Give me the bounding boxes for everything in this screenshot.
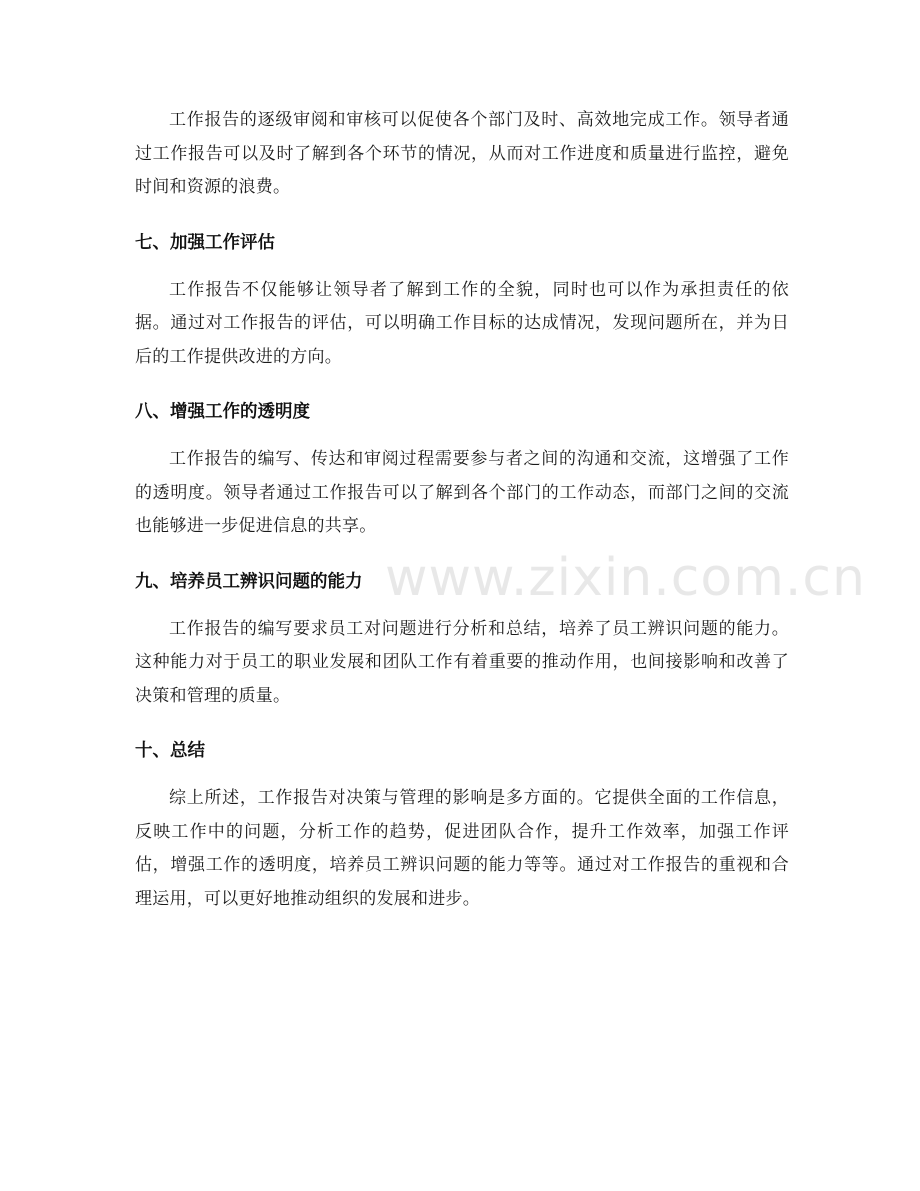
section-heading-9: 九、培养员工辨识问题的能力 [135,571,363,592]
section-heading-10: 十、总结 [135,741,205,761]
section-heading-7: 七、加强工作评估 [135,232,275,253]
section-paragraph-7: 工作报告不仅能够让领导者了解到工作的全貌，同时也可以作为承担责任的依据。通过对工作报告的评估，可以明确工作目标的达成情况，发现问题所在，并为日后的工作提供改进的方向。 [135,279,789,367]
watermark: www.zixin.com.cn [385,548,866,608]
section-paragraph-9: 工作报告的编写要求员工对问题进行分析和总结，培养了员工辨识问题的能力。这种能力对于员工的职业发展和团队工作有着重要的推动作用，也间接影响和改善了决策和管理的质量。 [135,618,789,706]
section-paragraph-8: 工作报告的编写、传达和审阅过程需要参与者之间的沟通和交流，这增强了工作的透明度。领导者通过工作报告可以了解到各个部门的工作动态，而部门之间的交流也能够进一步促进信息的共享。 [135,449,789,536]
section-paragraph-10: 综上所述，工作报告对决策与管理的影响是多方面的。它提供全面的工作信息，反映工作中的问题，分析工作的趋势，促进团队合作，提升工作效率，加强工作评估，增强工作的透明度，培养员工辨识问题的能力等等。通过对工作报告的重视和合理运用，可以更好地推动组织的发展和进步。 [135,788,789,909]
intro-paragraph: 工作报告的逐级审阅和审核可以促使各个部门及时、高效地完成工作。领导者通过工作报告可以及时了解到各个环节的情况，从而对工作进度和质量进行监控，避免时间和资源的浪费。 [135,110,789,197]
document-body [135,104,789,916]
section-heading-8: 八、增强工作的透明度 [135,402,310,422]
